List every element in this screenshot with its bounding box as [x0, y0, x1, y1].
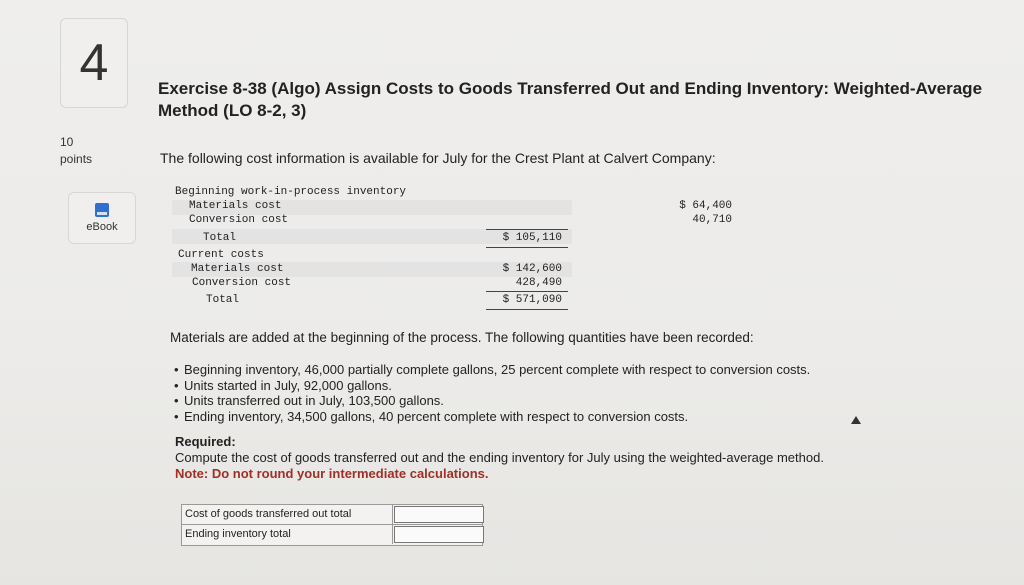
list-item: • Units transferred out in July, 103,500 gallons.: [174, 393, 810, 409]
cost-transferred-input[interactable]: [394, 506, 484, 523]
points-value: 10: [60, 135, 74, 149]
current-total-label: Total: [206, 294, 240, 306]
cell-divider: [392, 525, 393, 544]
beginning-materials-label: Materials cost: [189, 200, 282, 212]
exercise-title: Exercise 8-38 (Algo) Assign Costs to Goods Transferred Out and Ending Inventory: Weighted-Average Method (LO 8-2, 3): [158, 79, 983, 120]
current-materials-label: Materials cost: [191, 263, 284, 275]
ending-inventory-label: Ending inventory total: [185, 528, 291, 540]
ebook-label: eBook: [86, 221, 118, 233]
current-materials-value: $ 142,600: [502, 263, 562, 275]
rounding-note: Note: Do not round your intermediate calculations.: [175, 466, 489, 481]
beginning-wip-label: Beginning work-in-process inventory: [175, 186, 407, 198]
answer-table: [181, 504, 483, 546]
list-item: • Units started in July, 92,000 gallons.: [174, 378, 810, 394]
quantities-list: [174, 362, 810, 424]
current-conversion-label: Conversion cost: [192, 277, 292, 289]
list-item: • Beginning inventory, 46,000 partially complete gallons, 25 percent complete with respect to conversion costs.: [174, 362, 810, 378]
current-costs-label: Current costs: [178, 249, 264, 261]
required-text: Compute the cost of goods transferred out and the ending inventory for July using the weighted-average method.: [175, 450, 824, 465]
table-row: [182, 525, 482, 544]
divider-line: [486, 291, 568, 292]
beginning-materials-value: $ 64,400: [679, 200, 732, 212]
materials-note: Materials are added at the beginning of the process. The following quantities have been recorded:: [170, 330, 754, 345]
beginning-conversion-value: 40,710: [692, 214, 732, 226]
mouse-cursor-icon: [851, 416, 861, 424]
beginning-conversion-label: Conversion cost: [189, 214, 289, 226]
divider-line: [486, 247, 568, 248]
cell-divider: [392, 505, 393, 524]
question-number: 4: [60, 18, 128, 108]
divider-line: [486, 229, 568, 230]
ebook-button[interactable]: [68, 192, 136, 244]
points-label: points: [60, 152, 93, 166]
ending-inventory-input[interactable]: [394, 526, 484, 543]
current-total-value: $ 571,090: [502, 294, 562, 306]
points-info: [60, 134, 92, 168]
beginning-total-value: $ 105,110: [502, 232, 562, 244]
table-row: [182, 505, 482, 525]
required-section: [175, 434, 824, 482]
required-label: Required:: [175, 434, 236, 449]
cost-transferred-label: Cost of goods transferred out total: [185, 508, 352, 520]
divider-line: [486, 309, 568, 310]
beginning-total-label: Total: [203, 232, 237, 244]
book-icon: [95, 203, 109, 217]
list-item: • Ending inventory, 34,500 gallons, 40 percent complete with respect to conversion costs.: [174, 409, 810, 425]
current-conversion-value: 428,490: [515, 277, 562, 289]
intro-text: The following cost information is available for July for the Crest Plant at Calvert Company:: [160, 150, 716, 166]
